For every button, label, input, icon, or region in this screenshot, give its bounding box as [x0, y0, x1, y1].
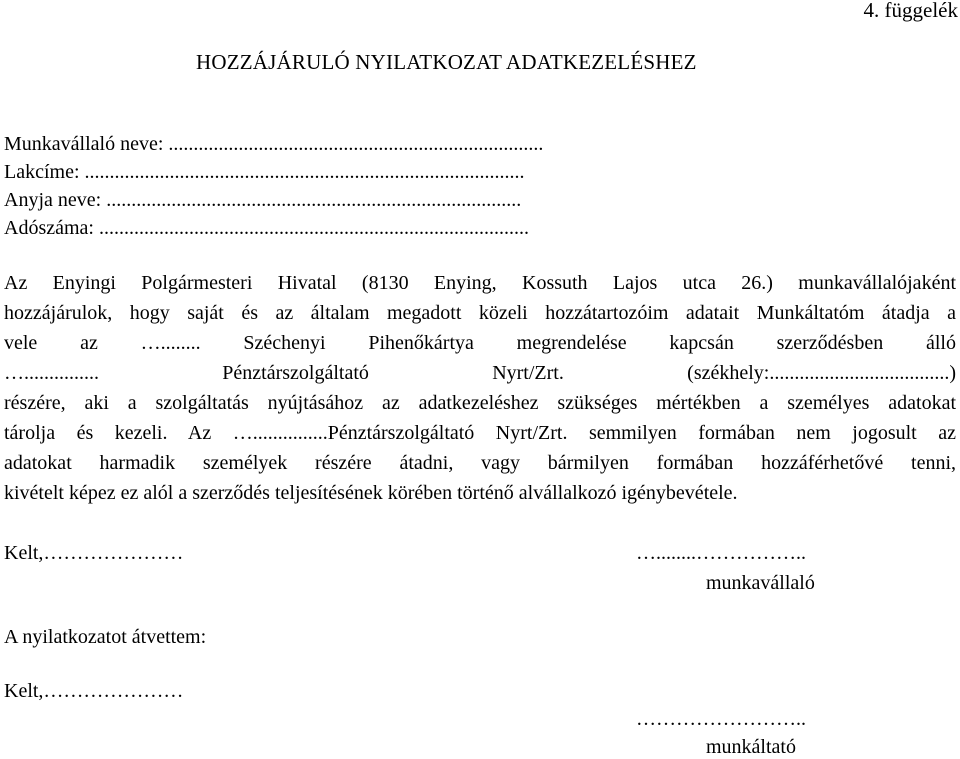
paragraph-line: tárolja és kezeli. Az …...............Pénztárszolgáltató Nyrt/Zrt. semmilyen formában nem jogosult az: [4, 422, 956, 444]
employee-signature-line: …........……………..: [636, 542, 806, 564]
paragraph-line: vele az …........ Széchenyi Pihenőkártya megrendelése kapcsán szerződésben álló: [4, 332, 956, 354]
consent-paragraph: [4, 268, 956, 508]
employee-name-field: Munkavállaló neve: ...........................................................................: [4, 133, 544, 155]
paragraph-line: …............... Pénztárszolgáltató Nyrt/Zrt. (székhely:....................................): [4, 362, 956, 384]
mother-name-field: Anyja neve: ...................................................................................: [4, 189, 522, 211]
received-label: A nyilatkozatot átvettem:: [4, 626, 207, 648]
place-date-line-1: Kelt,…………………: [4, 542, 184, 564]
paragraph-line: részére, aki a szolgáltatás nyújtásához az adatkezeléshez szükséges mértékben a személyes adatokat: [4, 392, 956, 414]
paragraph-line: hozzájárulok, hogy saját és az általam megadott közeli hozzátartozóim adatait Munkáltatóm átadja a: [4, 302, 956, 324]
appendix-label: 4. függelék: [863, 0, 958, 22]
employee-signature-label: munkavállaló: [706, 572, 815, 594]
document-title: HOZZÁJÁRULÓ NYILATKOZAT ADATKEZELÉSHEZ: [196, 50, 697, 74]
tax-number-field: Adószáma: ......................................................................................: [4, 217, 529, 239]
employer-signature-label: munkáltató: [706, 736, 796, 758]
paragraph-line: adatokat harmadik személyek részére átadni, vagy bármilyen formában hozzáférhetővé tenni,: [4, 452, 956, 474]
address-field: Lakcíme: ........................................................................................: [4, 161, 525, 183]
paragraph-line: Az Enyingi Polgármesteri Hivatal (8130 Enying, Kossuth Lajos utca 26.) munkavállalójaként: [4, 272, 956, 294]
place-date-line-2: Kelt,…………………: [4, 680, 184, 702]
paragraph-line: kivételt képez ez alól a szerződés teljesítésének körében történő alvállalkozó igénybevétele.: [4, 482, 738, 504]
employer-signature-line: ……………………..: [636, 708, 806, 730]
